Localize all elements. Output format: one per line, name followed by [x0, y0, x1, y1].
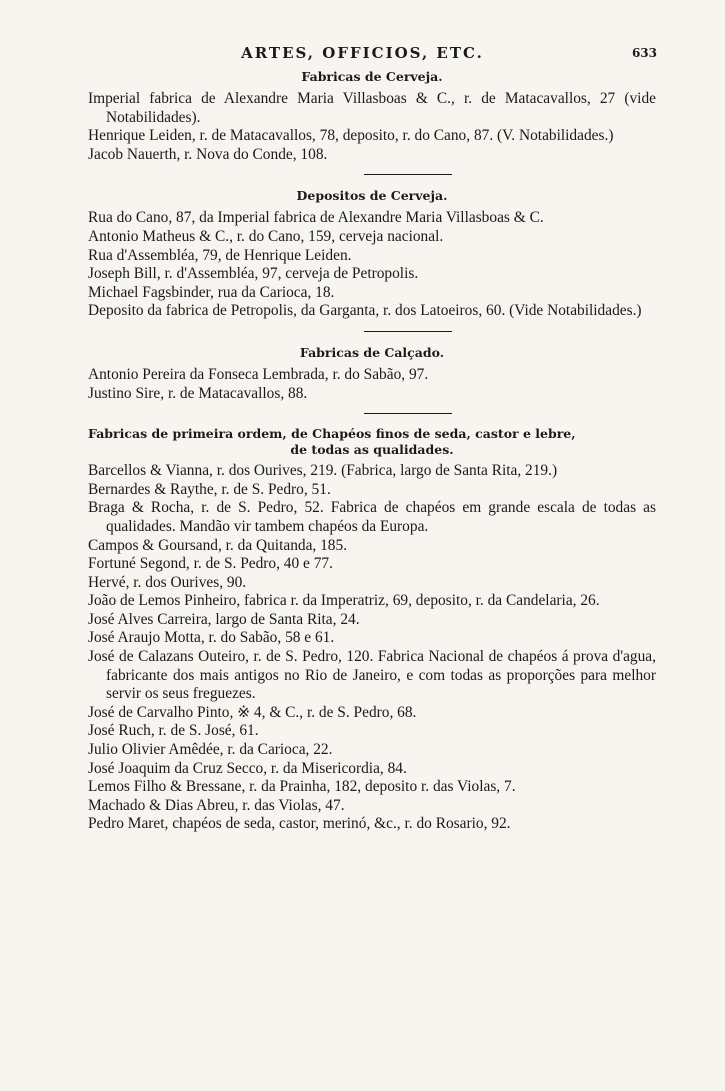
list-item: José Joaquim da Cruz Secco, r. da Misericordia, 84.	[88, 759, 407, 777]
list-item: Justino Sire, r. de Matacavallos, 88.	[88, 384, 308, 402]
list-item: Antonio Matheus & C., r. do Cano, 159, cerveja nacional.	[88, 227, 444, 245]
list-item: João de Lemos Pinheiro, fabrica r. da Imperatriz, 69, deposito, r. da Candelaria, 26.	[88, 592, 600, 610]
list-item: José Ruch, r. de S. José, 61.	[88, 722, 259, 740]
list-item: Henrique Leiden, r. de Matacavallos, 78, deposito, r. do Cano, 87. (V. Notabilidades.)	[88, 127, 614, 145]
section-heading-fabricas-chapeos	[88, 426, 656, 458]
list-item: Campos & Goursand, r. da Quitanda, 185.	[88, 536, 348, 554]
page-header	[0, 44, 725, 66]
list-item: Braga & Rocha, r. de S. Pedro, 52. Fabrica de chapéos em grande escala de todas as qualidades. Mandão vir tambem chapéos da Europa.	[88, 499, 656, 535]
page-content	[88, 66, 656, 834]
section-heading-main: Fabricas de primeira ordem, de Chapéos finos de seda, castor e lebre,	[88, 426, 576, 442]
running-title: ARTES, OFFICIOS, ETC.	[241, 44, 484, 62]
list-item: Jacob Nauerth, r. Nova do Conde, 108.	[88, 145, 328, 163]
list-item: José de Calazans Outeiro, r. de S. Pedro, 120. Fabrica Nacional de chapéos á prova d'agua, fabricante dos mais antigos no Rio de Janeiro, e com todas as proporções para melhor servir os seus freguezes.	[88, 648, 656, 703]
list-item: José de Carvalho Pinto, ※ 4, & C., r. de S. Pedro, 68.	[88, 703, 417, 721]
section-divider	[364, 174, 452, 175]
section-divider	[364, 413, 452, 414]
list-item: Rua d'Assembléa, 79, de Henrique Leiden.	[88, 246, 352, 264]
list-item: Bernardes & Raythe, r. de S. Pedro, 51.	[88, 480, 331, 498]
list-item: Hervé, r. dos Ourives, 90.	[88, 573, 247, 591]
list-item: Lemos Filho & Bressane, r. da Prainha, 182, deposito r. das Violas, 7.	[88, 778, 516, 796]
section-heading-sub: de todas as qualidades.	[290, 442, 454, 458]
list-item: Rua do Cano, 87, da Imperial fabrica de Alexandre Maria Villasboas & C.	[88, 209, 544, 227]
list-item: Imperial fabrica de Alexandre Maria Villasboas & C., r. de Matacavallos, 27 (vide Notabilidades).	[88, 90, 656, 126]
page-number: 633	[631, 46, 657, 60]
list-item: Michael Fagsbinder, rua da Carioca, 18.	[88, 283, 335, 301]
section-heading-fabricas-cerveja: Fabricas de Cerveja.	[301, 69, 443, 84]
list-item: Julio Olivier Amêdée, r. da Carioca, 22.	[88, 741, 333, 759]
section-heading-depositos-cerveja: Depositos de Cerveja.	[296, 188, 448, 204]
section-heading-fabricas-calcado: Fabricas de Calçado.	[299, 344, 445, 360]
list-item: José Araujo Motta, r. do Sabão, 58 e 61.	[88, 629, 335, 647]
list-item: Pedro Maret, chapéos de seda, castor, merinó, &c., r. do Rosario, 92.	[88, 815, 511, 833]
list-item: Machado & Dias Abreu, r. das Violas, 47.	[88, 796, 345, 814]
list-item: Barcellos & Vianna, r. dos Ourives, 219. (Fabrica, largo de Santa Rita, 219.)	[88, 462, 558, 480]
list-item: José Alves Carreira, largo de Santa Rita, 24.	[88, 610, 360, 628]
list-item: Deposito da fabrica de Petropolis, da Garganta, r. dos Latoeiros, 60. (Vide Notabilidades.)	[88, 302, 642, 320]
list-item: Antonio Pereira da Fonseca Lembrada, r. do Sabão, 97.	[88, 365, 429, 383]
list-item: Joseph Bill, r. d'Assembléa, 97, cerveja de Petropolis.	[88, 265, 419, 283]
list-item: Fortuné Segond, r. de S. Pedro, 40 e 77.	[88, 555, 333, 573]
section-divider	[364, 331, 452, 332]
